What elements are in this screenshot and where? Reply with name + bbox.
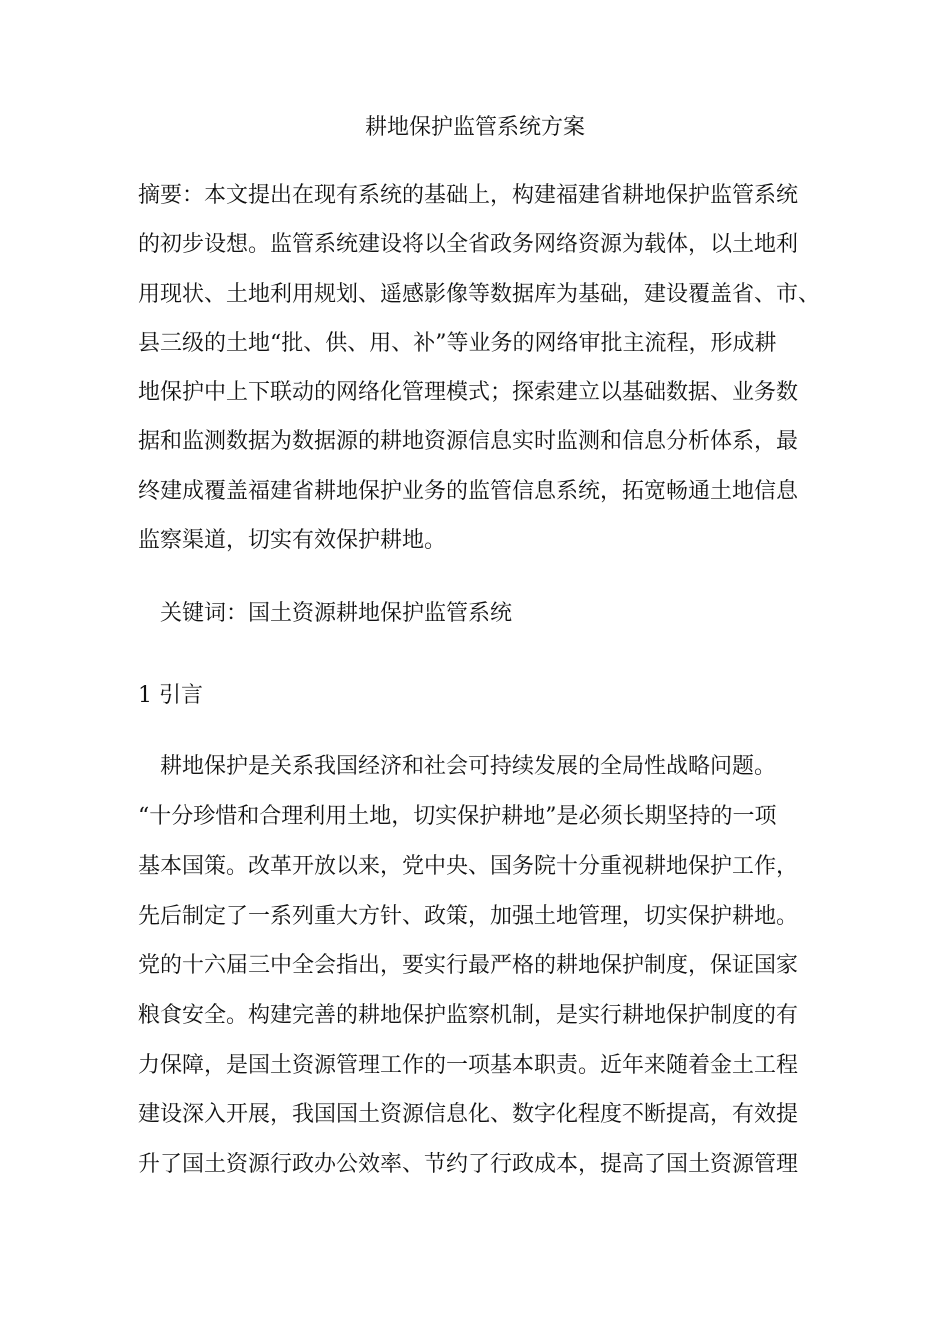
- intro-line-2: “十分珍惜和合理利用土地，切实保护耕地”是必须长期坚持的一项: [138, 804, 777, 829]
- intro-line-8: 建设深入开展，我国国土资源信息化、数字化程度不断提高，有效提: [138, 1102, 799, 1127]
- intro-line-9: 升了国土资源行政办公效率、节约了行政成本，提高了国土资源管理: [138, 1152, 799, 1177]
- intro-line-4: 先后制定了一系列重大方针、政策，加强土地管理，切实保护耕地。: [138, 904, 799, 929]
- abstract-line-7: 终建成覆盖福建省耕地保护业务的监管信息系统，拓宽畅通土地信息: [138, 479, 799, 504]
- intro-line-5: 党的十六届三中全会指出，要实行最严格的耕地保护制度，保证国家: [138, 953, 799, 978]
- document-title: 耕地保护监管系统方案: [364, 115, 585, 140]
- intro-line-1: 耕地保护是关系我国经济和社会可持续发展的全局性战略问题。: [138, 754, 777, 779]
- abstract-line-8: 监察渠道，切实有效保护耕地。: [138, 528, 447, 553]
- keywords: 关键词：国土资源耕地保护监管系统: [138, 601, 513, 626]
- abstract-line-4: 县三级的土地“批、供、用、补”等业务的网络审批主流程，形成耕: [138, 331, 777, 356]
- abstract-line-3: 用现状、土地利用规划、遥感影像等数据库为基础，建设覆盖省、市、: [138, 282, 821, 307]
- intro-line-6: 粮食安全。构建完善的耕地保护监察机制，是实行耕地保护制度的有: [138, 1003, 799, 1028]
- abstract-line-2: 的初步设想。监管系统建设将以全省政务网络资源为载体，以土地利: [138, 232, 799, 257]
- abstract-line-6: 据和监测数据为数据源的耕地资源信息实时监测和信息分析体系，最: [138, 429, 799, 454]
- intro-line-3: 基本国策。改革开放以来，党中央、国务院十分重视耕地保护工作，: [138, 854, 799, 879]
- section-1-heading: 1 引言: [138, 683, 203, 708]
- abstract-line-1: 摘要：本文提出在现有系统的基础上，构建福建省耕地保护监管系统: [138, 183, 799, 208]
- abstract-line-5: 地保护中上下联动的网络化管理模式；探索建立以基础数据、业务数: [138, 380, 799, 405]
- intro-line-7: 力保障，是国土资源管理工作的一项基本职责。近年来随着金土工程: [138, 1053, 799, 1078]
